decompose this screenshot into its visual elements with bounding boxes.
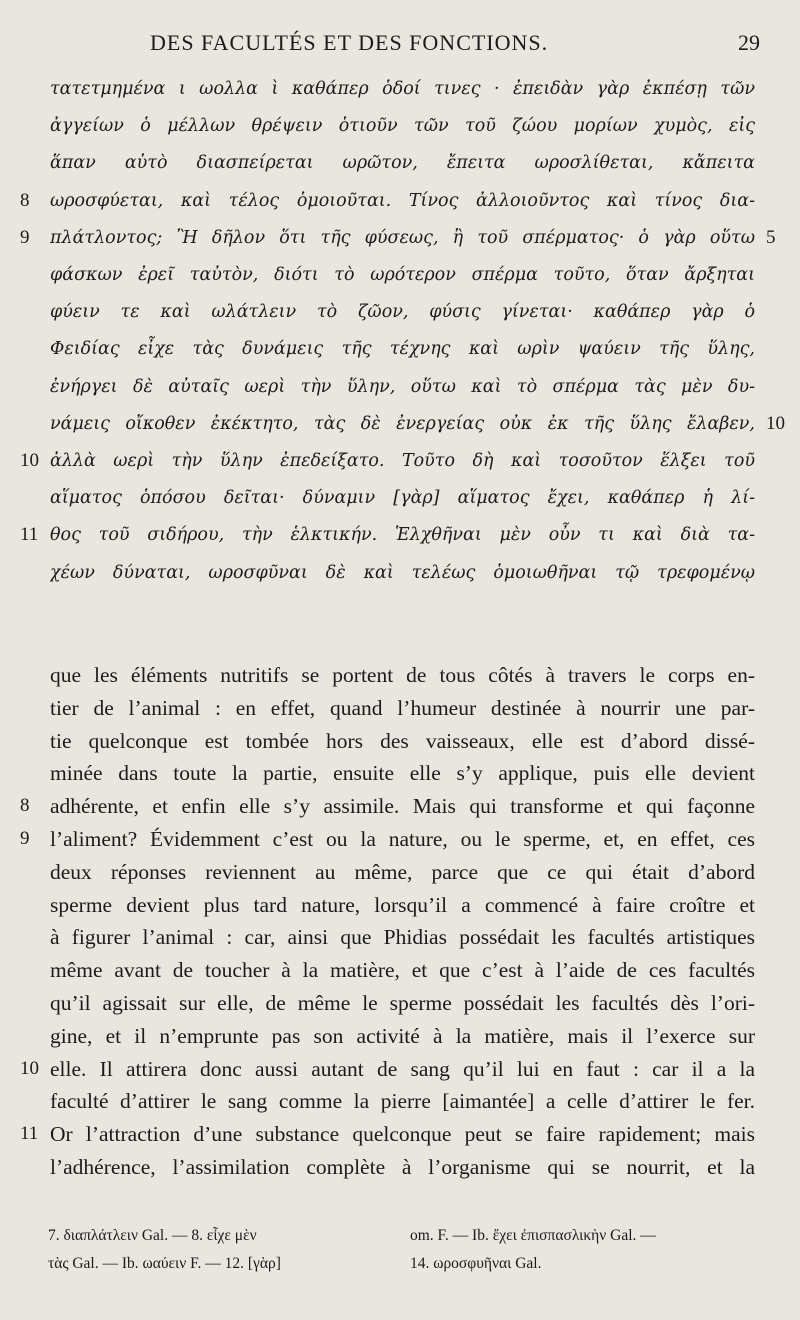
greek-line: φύειν τε καὶ ωλάτλειν τὸ ζῶον, φύσις γίνεται· καθάπερ γὰρ ὁ	[50, 302, 755, 323]
french-line: adhérente, et enfin elle s’y assimile. Mais qui transforme et qui façonne	[50, 794, 755, 819]
margin-line-number: 10	[20, 450, 39, 471]
footnote-right-column: 14. ωροσφυῆναι Gal.	[410, 1255, 542, 1272]
greek-line: ἀγγείων ὁ μέλλων θρέψειν ὁτιοῦν τῶν τοῦ ζώου μορίων χυμὸς, εἰς	[50, 116, 755, 137]
running-title: DES FACULTÉS ET DES FONCTIONS.	[150, 30, 549, 55]
french-line: à figurer l’animal : car, ainsi que Phidias possédait les facultés artistiques	[50, 925, 755, 950]
footnote-left-column: τὰς Gal. — Ib. ωαύειν F. — 12. [γὰρ]	[48, 1255, 281, 1272]
footnotes	[48, 1222, 760, 1302]
greek-line: τατετμημένα ι ωολλα ὶ καθάπερ ὁδοί τινες · ἐπειδὰν γὰρ ἐκπέσῃ τῶν	[50, 79, 755, 99]
french-line: minée dans toute la partie, ensuite elle s’y applique, puis elle devient	[50, 761, 755, 786]
running-head	[150, 30, 760, 60]
french-line: deux réponses reviennent au même, parce que ce qui était d’abord	[50, 859, 755, 884]
french-line: elle. Il attirera donc aussi autant de sang qu’il lui en faut : car il a la	[50, 1056, 755, 1081]
greek-line: ωροσφύεται, καὶ τέλος ὁμοιοῦται. Τίνος ἀλλοιοῦντος καὶ τίνος δια-	[50, 190, 755, 211]
greek-line: νάμεις οἴκοθεν ἐκέκτητο, τὰς δὲ ἐνεργείας οὐκ ἐκ τῆς ὕλης ἔλαβεν,	[50, 413, 755, 434]
margin-line-number: 11	[20, 1123, 39, 1145]
french-line: sperme devient plus tard nature, lorsqu’il a commencé à faire croître et	[50, 892, 755, 917]
margin-line-number: 11	[20, 524, 39, 546]
french-line: tie quelconque est tombée hors des vaisseaux, elle est d’abord dissé-	[50, 728, 755, 753]
margin-verse-number: 5	[766, 226, 776, 248]
footnote-left-column: 7. διαπλάτλειν Gal. — 8. εἶχε μὲν	[48, 1227, 257, 1244]
greek-line: ἀλλὰ ωερὶ τὴν ὕλην ἐπεδείξατο. Τοῦτο δὴ καὶ τοσοῦτον ἕλξει τοῦ	[50, 451, 755, 471]
french-line: que les éléments nutritifs se portent de tous côtés à travers le corps en-	[50, 663, 755, 687]
french-line: tier de l’animal : en effet, quand l’humeur destinée à nourrir une par-	[50, 695, 755, 720]
margin-line-number: 8	[20, 795, 30, 817]
greek-line: Φειδίας εἶχε τὰς δυνάμεις τῆς τέχνης καὶ ωρὶν ψαύειν τῆς ὕλης,	[50, 339, 755, 360]
french-line: faculté d’attirer le sang comme la pierre [aimantée] a celle d’attirer le fer.	[50, 1089, 755, 1114]
footnote-right-column: om. F. — Ib. ἔχει ἐπισπασλικὴν Gal. —	[410, 1227, 656, 1244]
french-line: même avant de toucher à la matière, et que c’est à l’aide de ces facultés	[50, 958, 755, 983]
greek-line: πλάτλοντος; Ἢ δῆλον ὅτι τῆς φύσεως, ἢ τοῦ σπέρματος· ὁ γὰρ οὕτω	[50, 227, 755, 248]
greek-line: θος τοῦ σιδήρου, τὴν ἑλκτικήν. Ἑλχθῆναι μὲν οὖν τι καὶ διὰ τα-	[50, 525, 755, 546]
french-line: Or l’attraction d’une substance quelconque peut se faire rapidement; mais	[50, 1122, 755, 1147]
greek-line: αἵματος ὁπόσου δεῖται· δύναμιν [γὰρ] αἵματος ἔχει, καθάπερ ἡ λί-	[50, 488, 755, 509]
french-line: l’adhérence, l’assimilation complète à l’organisme qui se nourrit, et la	[50, 1155, 755, 1179]
french-line: l’aliment? Évidemment c’est ou la nature, ou le sperme, et, en effet, ces	[50, 827, 755, 851]
margin-verse-number: 10	[766, 412, 785, 434]
greek-line: ἐνήργει δὲ αὐταῖς ωερὶ τὴν ὕλην, οὕτω καὶ τὸ σπέρμα τὰς μὲν δυ-	[50, 376, 755, 397]
margin-line-number: 9	[20, 828, 30, 849]
french-line: qu’il agissait sur elle, de même le sperme possédait les facultés dès l’ori-	[50, 991, 755, 1015]
greek-line: ἅπαν αὐτὸ διασπείρεται ωρῶτον, ἔπειτα ωροσλίθεται, κἄπειτα	[50, 153, 755, 174]
french-line: gine, et il n’emprunte pas son activité à la matière, mais il l’exerce sur	[50, 1023, 755, 1048]
page-number: 29	[738, 30, 760, 55]
margin-line-number: 8	[20, 189, 30, 211]
greek-line: φάσκων ἐρεῖ ταὐτὸν, διότι τὸ ωρότερον σπέρμα τοῦτο, ὅταν ἄρξηται	[50, 265, 755, 285]
footnote-line	[48, 1222, 760, 1250]
margin-line-number: 10	[20, 1057, 39, 1079]
greek-line: χέων δύναται, ωροσφῦναι δὲ καὶ τελέως ὁμοιωθῆναι τῷ τρεφομένῳ	[50, 562, 755, 583]
footnote-line	[48, 1250, 760, 1278]
margin-line-number: 9	[20, 226, 30, 248]
